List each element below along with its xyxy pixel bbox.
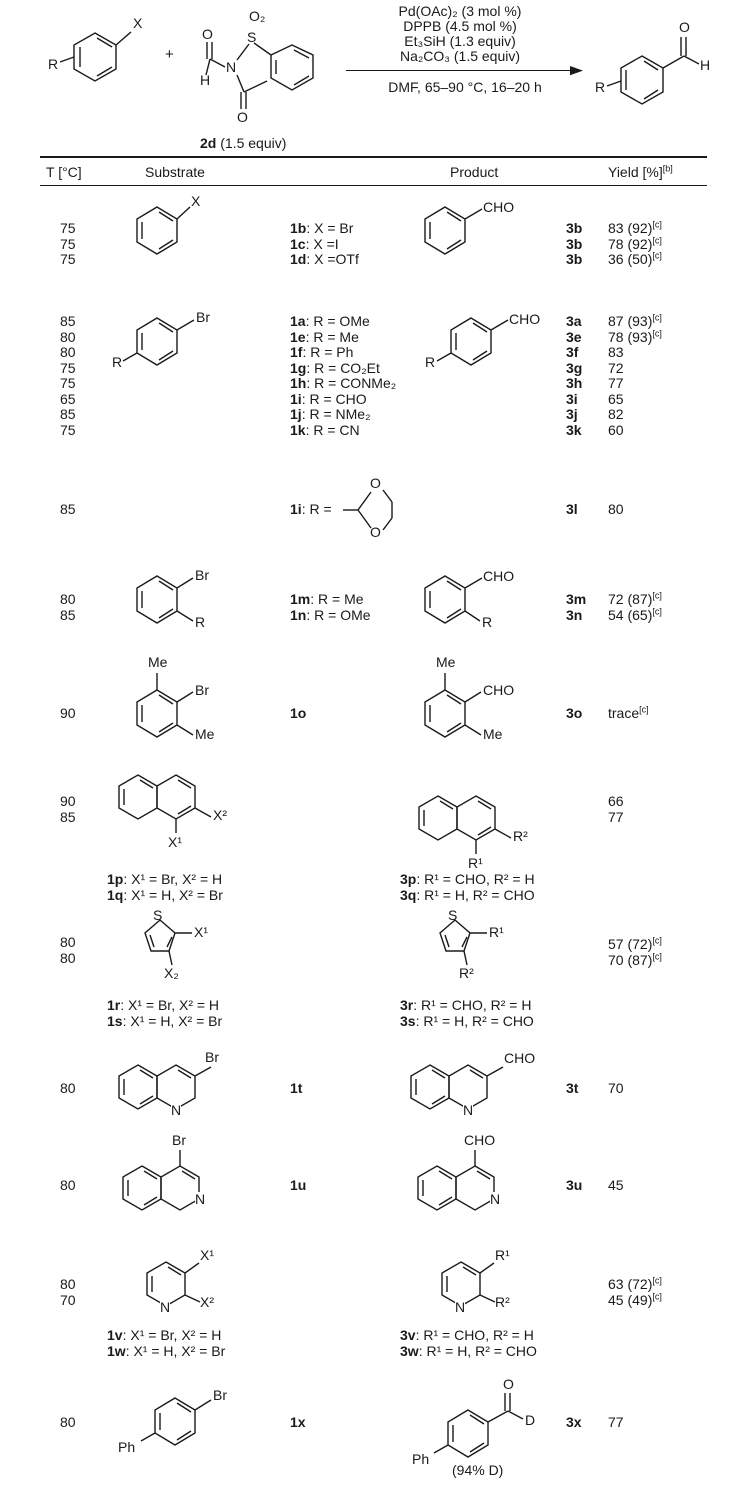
g10-r2-label: R² — [495, 1294, 510, 1310]
g9-prod-n-label: N — [490, 1191, 501, 1207]
g11-product-id: 3x — [566, 1414, 582, 1430]
reagent-caption: 2d (1.5 equiv) — [200, 135, 287, 151]
g11-prod-ph-label: Ph — [412, 1451, 430, 1467]
g7-r1-label: R¹ — [489, 924, 504, 940]
g4-cho-label: CHO — [483, 568, 515, 584]
g4-br-label: Br — [195, 567, 209, 583]
g8-substrate-id: 1t — [290, 1080, 303, 1096]
g11-yield: 77 — [608, 1414, 624, 1430]
g5-yield: trace[c] — [608, 704, 649, 721]
g10-r1-label: R¹ — [495, 1247, 510, 1263]
saccharin-o-label: O — [237, 109, 248, 125]
g7-product-lines: 3r: R¹ = CHO, R² = H 3s: R¹ = H, R² = CHO — [400, 997, 534, 1029]
g6-substrate-lines: 1p: X¹ = Br, X² = H 1q: X¹ = H, X² = Br — [107, 871, 223, 903]
g11-br-label: Br — [213, 1387, 227, 1403]
g5-prod-me-top-label: Me — [436, 654, 456, 670]
g2-cho-label: CHO — [509, 311, 541, 327]
condition-line: Et₃SiH (1.3 equiv) — [404, 33, 516, 49]
header-temperature: T [°C] — [46, 164, 82, 180]
g5-me-bottom-label: Me — [195, 726, 215, 742]
g11-deuterium-content: (94% D) — [452, 1462, 504, 1478]
g5-cho-label: CHO — [483, 682, 515, 698]
g6-r2-label: R² — [513, 828, 528, 844]
saccharin-n-label: N — [226, 59, 237, 75]
g4-product-ids: 3m 3n — [566, 591, 587, 623]
g10-x1-label: X¹ — [200, 1247, 214, 1263]
g3-temp: 85 — [60, 501, 76, 517]
g10-substrate-lines: 1v: X¹ = Br, X² = H 1w: X¹ = H, X² = Br — [107, 1327, 226, 1359]
g7-s-label: S — [153, 907, 163, 923]
g9-cho-label: CHO — [464, 1132, 496, 1148]
g2-product-ids: 3a 3e 3f 3g 3h 3i 3j 3k — [566, 313, 583, 438]
g8-n-label: N — [171, 1102, 182, 1118]
g6-x2-label: X² — [213, 807, 227, 823]
g10-x2-label: X² — [200, 1294, 214, 1310]
g6-temps: 90 85 — [60, 793, 76, 825]
g9-br-label: Br — [172, 1132, 186, 1148]
g5-product-id: 3o — [566, 705, 583, 721]
g7-temps: 80 80 — [60, 934, 76, 966]
g8-br-label: Br — [205, 1049, 219, 1065]
g9-yield: 45 — [608, 1177, 624, 1193]
g1-substrate-ids: 1b: X = Br 1c: X =I 1d: X =OTf — [290, 220, 359, 267]
condition-line: Pd(OAc)₂ (3 mol %) — [398, 3, 522, 19]
g3-product-id: 3l — [566, 501, 578, 517]
g3-o-bottom-label: O — [370, 524, 381, 540]
g4-prod-r-label: R — [482, 614, 493, 630]
g5-substrate-id: 1o — [290, 705, 307, 721]
g8-product-id: 3t — [566, 1080, 579, 1096]
header-product: Product — [450, 164, 499, 180]
g11-o-label: O — [503, 1376, 514, 1392]
saccharin-s-label: S — [247, 29, 257, 45]
g2-temps: 85 80 80 75 75 65 85 75 — [60, 313, 76, 438]
g5-prod-me-bottom-label: Me — [483, 726, 503, 742]
g7-substrate-lines: 1r: X¹ = Br, X² = H 1s: X¹ = H, X² = Br — [107, 997, 223, 1029]
g7-yields: 57 (72)[c] 70 (87)[c] — [608, 935, 662, 968]
g1-cho-label: CHO — [483, 199, 515, 215]
product-r-label: R — [595, 79, 606, 95]
g9-n-label: N — [195, 1191, 206, 1207]
g4-yields: 72 (87)[c] 54 (65)[c] — [608, 590, 662, 623]
g7-r2-label: R² — [459, 965, 474, 981]
g9-substrate-id: 1u — [290, 1177, 307, 1193]
g9-temp: 80 — [60, 1177, 76, 1193]
g10-prod-n-label: N — [455, 1299, 466, 1315]
g7-prod-s-label: S — [448, 907, 458, 923]
formyl-o-label: O — [202, 26, 213, 42]
product-h-label: H — [700, 57, 711, 73]
g3-o-top-label: O — [370, 475, 381, 491]
header-substrate: Substrate — [145, 164, 205, 180]
product-o-label: O — [679, 19, 690, 35]
g3-substrate-id: 1i: R = — [290, 501, 332, 517]
condition-line: Na₂CO₃ (1.5 equiv) — [399, 48, 521, 64]
g10-yields: 63 (72)[c] 45 (49)[c] — [608, 1275, 662, 1308]
g6-yields: 66 77 — [608, 793, 624, 825]
g1-yields: 83 (92)[c] 78 (92)[c] 36 (50)[c] — [608, 219, 662, 267]
aryl-x-label: X — [133, 15, 143, 31]
condition-solvent: DMF, 65–90 °C, 16–20 h — [388, 79, 542, 95]
g8-prod-n-label: N — [463, 1102, 474, 1118]
g2-br-label: Br — [196, 309, 210, 325]
g11-substrate-id: 1x — [290, 1414, 306, 1430]
g5-temp: 90 — [60, 705, 76, 721]
g3-yield: 80 — [608, 501, 624, 517]
g10-product-lines: 3v: R¹ = CHO, R² = H 3w: R¹ = H, R² = CHO — [400, 1327, 537, 1359]
g9-product-id: 3u — [566, 1177, 583, 1193]
g4-temps: 80 85 — [60, 591, 76, 623]
plus-sign: + — [165, 46, 174, 63]
g7-x2-label: X₂ — [164, 965, 179, 981]
g6-r1-label: R¹ — [468, 855, 483, 871]
g8-yield: 70 — [608, 1080, 624, 1096]
g1-product-ids: 3b 3b 3b — [566, 220, 583, 267]
g10-n-label: N — [160, 1299, 171, 1315]
g11-d-label: D — [525, 1412, 536, 1428]
g11-ph-label: Ph — [118, 1439, 136, 1455]
g5-me-top-label: Me — [148, 654, 168, 670]
g5-br-label: Br — [195, 682, 209, 698]
g2-prod-r-label: R — [425, 354, 436, 370]
g10-temps: 80 70 — [60, 1276, 76, 1308]
g4-r-label: R — [195, 614, 206, 630]
g1-x-label: X — [191, 193, 201, 209]
g7-x1-label: X¹ — [194, 924, 208, 940]
header-yield: Yield [%][b] — [608, 163, 673, 180]
g2-r-label: R — [112, 354, 123, 370]
g8-cho-label: CHO — [504, 1050, 536, 1066]
g11-temp: 80 — [60, 1414, 76, 1430]
g1-temps: 75 75 75 — [60, 220, 76, 267]
g6-product-lines: 3p: R¹ = CHO, R² = H 3q: R¹ = H, R² = CHO — [400, 871, 535, 903]
g2-substrate-ids: 1a: R = OMe 1e: R = Me 1f: R = Ph 1g: R = CO₂Et 1h: R = CONMe₂ 1i: R = CHO 1j: R = NMe₂ 1k: R = CN — [290, 313, 397, 438]
aryl-r-label: R — [48, 56, 59, 72]
g8-temp: 80 — [60, 1080, 76, 1096]
g2-yields: 87 (93)[c] 78 (93)[c] 83 72 77 65 82 60 — [608, 312, 662, 438]
saccharin-o2-label: O₂ — [249, 8, 266, 24]
g4-substrate-ids: 1m: R = Me 1n: R = OMe — [290, 591, 371, 623]
g6-x1-label: X¹ — [168, 834, 182, 850]
formyl-h-label: H — [200, 72, 211, 88]
condition-line: DPPB (4.5 mol %) — [403, 18, 517, 34]
